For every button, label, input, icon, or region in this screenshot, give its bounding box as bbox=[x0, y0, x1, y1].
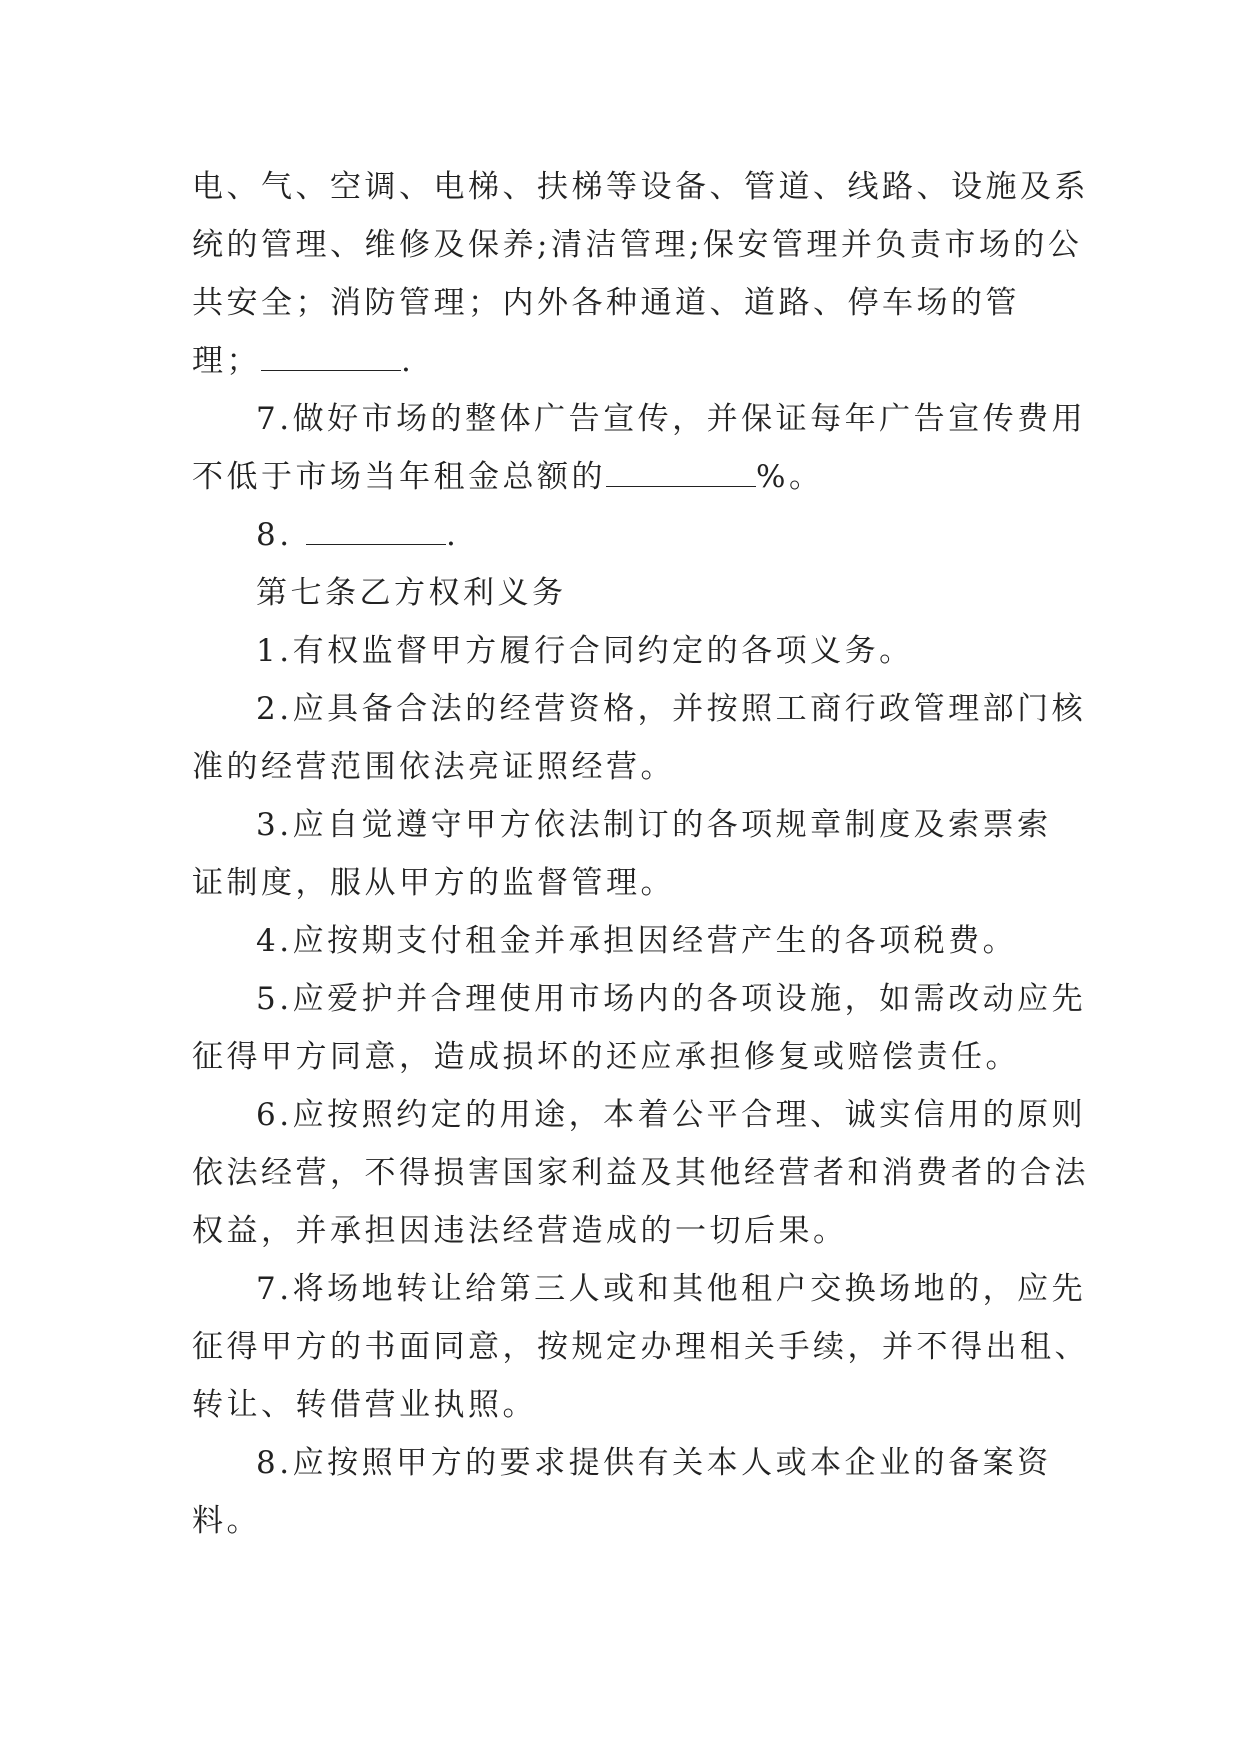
text-line: 3.应自觉遵守甲方依法制订的各项规章制度及索票索 bbox=[256, 807, 1052, 843]
text-segment: 8. bbox=[256, 517, 293, 553]
text-line: 证制度，服从甲方的监督管理。 bbox=[192, 865, 675, 901]
text-line: 权益，并承担因违法经营造成的一切后果。 bbox=[192, 1213, 848, 1249]
text-line: 准的经营范围依法亮证照经营。 bbox=[192, 749, 675, 785]
text-line: 4.应按期支付租金并承担因经营产生的各项税费。 bbox=[256, 923, 1018, 959]
fill-in-blank bbox=[306, 512, 446, 545]
text-line: 征得甲方同意，造成损坏的还应承担修复或赔偿责任。 bbox=[192, 1039, 1020, 1075]
fill-in-blank bbox=[606, 454, 756, 487]
section-heading: 第七条乙方权利义务 bbox=[256, 575, 567, 611]
text-line: 8.应按照甲方的要求提供有关本人或本企业的备案资 bbox=[256, 1445, 1052, 1481]
text-segment: 理； bbox=[192, 343, 261, 379]
fill-in-blank bbox=[261, 338, 401, 371]
text-line: 共安全；消防管理；内外各种通道、道路、停车场的管 bbox=[192, 285, 1020, 321]
text-line-with-blank bbox=[192, 506, 1072, 564]
text-line-with-blank bbox=[192, 448, 1072, 506]
text-line: 5.应爱护并合理使用市场内的各项设施，如需改动应先 bbox=[256, 981, 1087, 1017]
text-line: 征得甲方的书面同意，按规定办理相关手续，并不得出租、 bbox=[192, 1329, 1089, 1365]
text-line: 2.应具备合法的经营资格，并按照工商行政管理部门核 bbox=[256, 691, 1087, 727]
text-line: 电、气、空调、电梯、扶梯等设备、管道、线路、设施及系 bbox=[192, 169, 1089, 205]
text-segment: 不低于市场当年租金总额的 bbox=[192, 459, 606, 495]
text-line: 转让、转借营业执照。 bbox=[192, 1387, 537, 1423]
text-line: 7.做好市场的整体广告宣传，并保证每年广告宣传费用 bbox=[256, 401, 1087, 437]
text-line: 6.应按照约定的用途，本着公平合理、诚实信用的原则 bbox=[256, 1097, 1087, 1133]
text-line: 7.将场地转让给第三人或和其他租户交换场地的，应先 bbox=[256, 1271, 1087, 1307]
text-segment: . bbox=[445, 517, 460, 553]
text-line: 依法经营，不得损害国家利益及其他经营者和消费者的合法 bbox=[192, 1155, 1089, 1191]
text-segment: %。 bbox=[756, 459, 824, 495]
document-body bbox=[192, 158, 1089, 1550]
text-line: 1.有权监督甲方履行合同约定的各项义务。 bbox=[256, 633, 914, 669]
text-line-with-blank bbox=[192, 332, 1072, 390]
text-line: 统的管理、维修及保养;清洁管理;保安管理并负责市场的公 bbox=[192, 227, 1083, 263]
text-line: 料。 bbox=[192, 1503, 261, 1539]
text-segment: . bbox=[401, 343, 415, 379]
